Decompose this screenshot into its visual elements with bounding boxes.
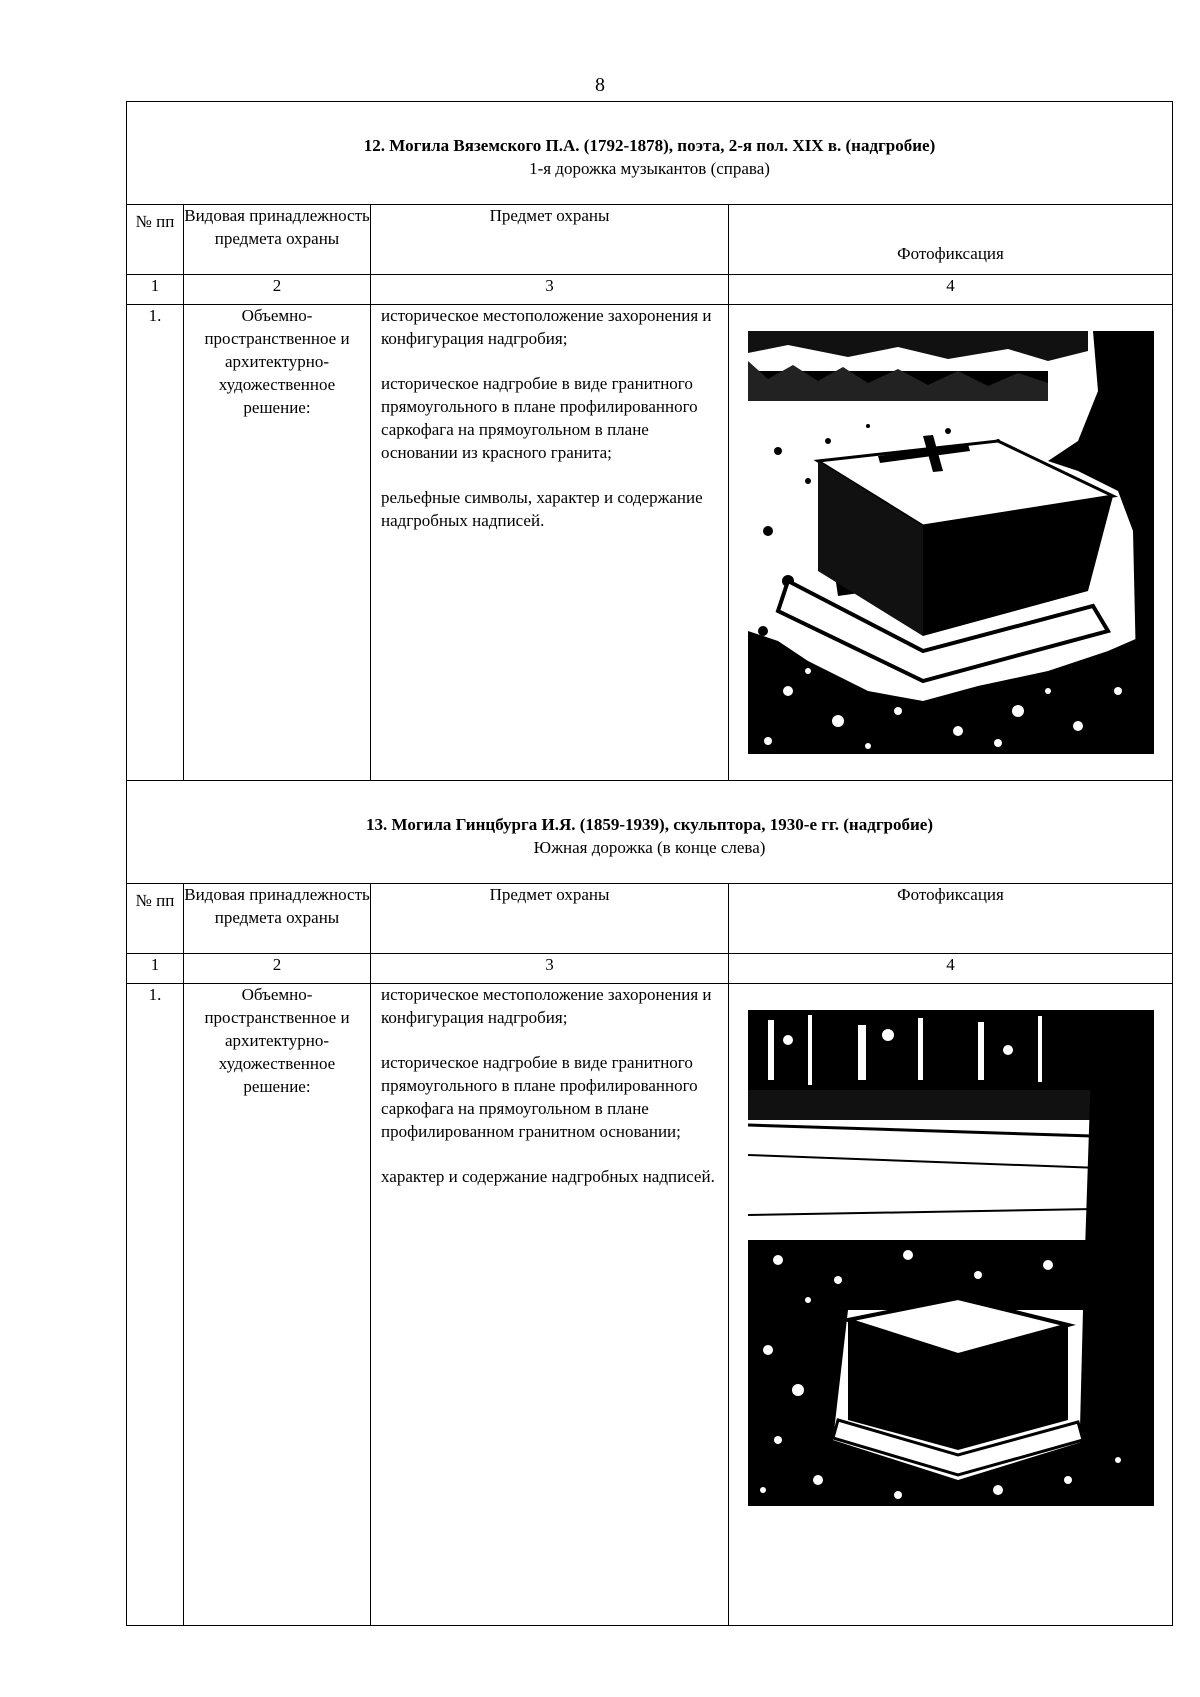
row-subject <box>371 984 729 1626</box>
index-3: 3 <box>371 275 729 305</box>
page-number: 8 <box>595 74 605 96</box>
row-subject <box>371 305 729 781</box>
subject-item: характер и содержание надгробных надписей. <box>381 1166 715 1186</box>
subject-item: историческое местоположение захоронения и конфигурация надгробия; <box>381 306 712 348</box>
protection-table <box>126 101 1173 1626</box>
index-4: 4 <box>729 275 1173 305</box>
row-type: Объемно-пространственное и архитектурно-художественное решение: <box>184 305 371 781</box>
section-title-cell <box>127 781 1173 884</box>
header-type: Видовая принадлежность предмета охраны <box>184 205 371 275</box>
header-photo: Фотофиксация <box>729 205 1173 275</box>
index-1: 1 <box>127 275 184 305</box>
row-num: 1. <box>127 984 184 1626</box>
index-2: 2 <box>184 954 371 984</box>
header-num: № пп <box>127 884 184 954</box>
data-row <box>127 984 1173 1626</box>
section-title: 12. Могила Вяземского П.А. (1792-1878), поэта, 2-я пол. XIX в. (надгробие) <box>363 136 936 156</box>
index-4: 4 <box>729 954 1173 984</box>
section-subtitle: Южная дорожка (в конце слева) <box>533 838 766 857</box>
header-row <box>127 884 1173 954</box>
header-row <box>127 205 1173 275</box>
row-type: Объемно-пространственное и архитектурно-художественное решение: <box>184 984 371 1626</box>
data-row <box>127 305 1173 781</box>
header-subject: Предмет охраны <box>371 205 729 275</box>
header-type: Видовая принадлежность предмета охраны <box>184 884 371 954</box>
header-subject: Предмет охраны <box>371 884 729 954</box>
index-row <box>127 275 1173 305</box>
index-row <box>127 954 1173 984</box>
subject-item: историческое надгробие в виде гранитного прямоугольного в плане профилированного саркофага на прямоугольном в плане профилированном гранитном основании; <box>381 1052 698 1141</box>
section-subtitle: 1-я дорожка музыкантов (справа) <box>529 159 770 178</box>
section-title-row <box>127 102 1173 205</box>
header-photo: Фотофиксация <box>729 884 1173 954</box>
row-num: 1. <box>127 305 184 781</box>
subject-item: рельефные символы, характер и содержание надгробных надписей. <box>381 487 703 530</box>
index-3: 3 <box>371 954 729 984</box>
gravestone-photo <box>748 331 1154 754</box>
section-title-cell <box>127 102 1173 205</box>
header-num: № пп <box>127 205 184 275</box>
section-title: 13. Могила Гинцбурга И.Я. (1859-1939), скульптора, 1930-е гг. (надгробие) <box>366 815 933 835</box>
index-1: 1 <box>127 954 184 984</box>
section-title-row <box>127 781 1173 884</box>
subject-item: историческое надгробие в виде гранитного прямоугольного в плане профилированного саркофага на прямоугольном в плане основании из красного гранита; <box>381 373 698 462</box>
index-2: 2 <box>184 275 371 305</box>
gravestone-photo <box>748 1010 1154 1506</box>
subject-item: историческое местоположение захоронения и конфигурация надгробия; <box>381 985 712 1027</box>
photo-cell <box>729 305 1173 781</box>
photo-cell <box>729 984 1173 1626</box>
